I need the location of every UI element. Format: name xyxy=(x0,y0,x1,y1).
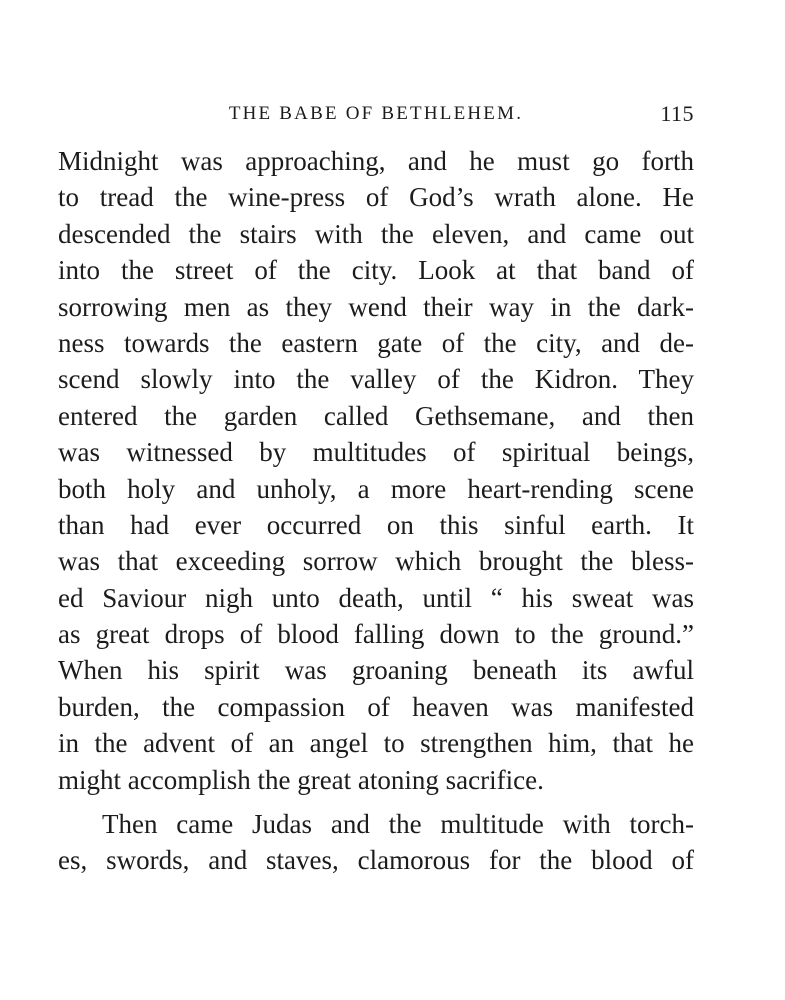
text-line: Midnight was approaching, and he must go forth xyxy=(58,146,694,176)
text-line: scend slowly into the valley of the Kidron. They xyxy=(58,364,694,395)
text-line: ed Saviour nigh unto death, until “ his sweat was xyxy=(58,582,694,613)
text-line: into the street of the city. Look at that band of xyxy=(58,255,694,286)
text-line: in the advent of an angel to strengthen him, that he xyxy=(58,728,694,759)
text-line: might accomplish the great atoning sacrifice. xyxy=(58,764,544,795)
text-line: as great drops of blood falling down to the ground.” xyxy=(58,619,694,650)
text-line: to tread the wine-press of God’s wrath alone. He xyxy=(58,182,694,213)
running-title: THE BABE OF BETHLEHEM. xyxy=(228,103,524,124)
paragraph-gap xyxy=(58,798,694,806)
text-line: Then came Judas and the multitude with torch- xyxy=(102,809,694,840)
text-line: than had ever occurred on this sinful earth. It xyxy=(58,509,694,540)
text-line: sorrowing men as they wend their way in the dark- xyxy=(58,291,694,322)
running-header xyxy=(58,101,694,131)
text-line: es, swords, and staves, clamorous for the blood of xyxy=(58,845,694,876)
text-line: was that exceeding sorrow which brought the bless- xyxy=(58,546,694,577)
page-number: 115 xyxy=(660,101,694,126)
body-text xyxy=(58,143,694,879)
text-line: both holy and unholy, a more heart-rending scene xyxy=(58,473,694,504)
text-line: entered the garden called Gethsemane, and then xyxy=(58,400,694,431)
text-line: descended the stairs with the eleven, and came out xyxy=(58,218,694,249)
paragraph-1 xyxy=(58,143,694,798)
text-line: burden, the compassion of heaven was manifested xyxy=(58,691,694,722)
paragraph-2 xyxy=(58,806,694,879)
text-line: was witnessed by multitudes of spiritual beings, xyxy=(58,437,694,468)
text-line: When his spirit was groaning beneath its awful xyxy=(58,655,694,686)
text-line: ness towards the eastern gate of the city, and de- xyxy=(58,327,694,358)
